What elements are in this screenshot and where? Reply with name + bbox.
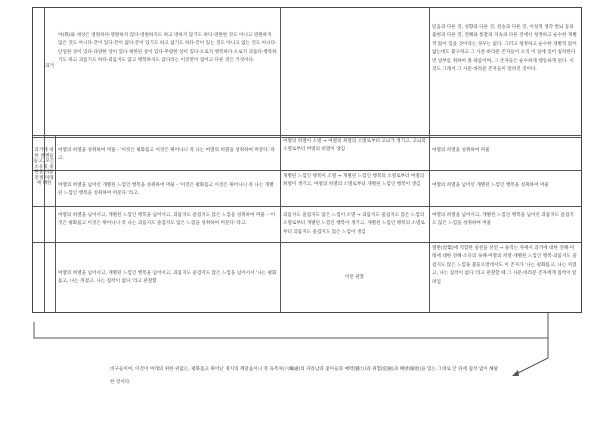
cell-r1-c1: 여열의 희열을 성취하여 머물 - '이것은 평화롭고 이것은 뛰어나니 즉 나는 여열의 희열을 성취하여 머문다.'라고. bbox=[58, 148, 275, 162]
comparison-table bbox=[32, 7, 582, 313]
cell-r2-c3: 여열의 희열을 넘어선 개별된 느낌인 행복을 성취하여 머물 bbox=[432, 183, 549, 188]
cell-r4-c1: 여열의 희열을 넘어서고, 개별된 느낌인 행복을 넘어서고, 괴롭지도 즐겁지도 않은 느낌을 넘어서서 '나는 평화롭고, 나는 꺼졌고, 나는 집착이 없다.'라고 관찰함 bbox=[58, 271, 277, 285]
cell-r1-c2: 여열의 희열이 소멸 → 여열의 희열의 소멸로부터 고뇌가 생기고, 고뇌의 소멸로부터 여열의 희열이 생김 bbox=[283, 139, 426, 153]
cell-r0-c1: 아(我)와 세상은 영원하다·영원하지 않다·영원하지도 하고 영하지 않기도 하다·영원한 것도 아니고 영원하지 않은 것도 아니다·끝이 있다·끝이 없다·끝이 있기도 하고 없기도 하다·끝이 있는 것도 아니고 없는 것도 아니다·단일한 상이 있다·다양한 상이 있다·제한된 상이 있다·무량한 상이 있다·오로지 행복하다·오로지 괴롭다·행복하기도 하고 괴롭기도 하다·괴롭지도 않고 행복하지도 않다라는 이것만이 참이고 다른 것은 거짓이다. bbox=[58, 33, 277, 64]
cell-r4-c2: 이런 관찰 bbox=[344, 274, 365, 280]
cell-r3-c1: 여열의 희열을 넘어서고, 개별된 느낌인 행복을 넘어서고, 괴롭지도 즐겁지도 않은 느낌을 성취하여 머물 - '이것은 평화롭고 이것은 뛰어나니 즉 나는 괴롭지도 즐겁지도 않은 느낌을 성취하여 머문다.'라고. bbox=[58, 213, 276, 227]
cell-r2-c2: 개별된 느낌인 행복이 소멸 → 개별된 느낌인 행복의 소멸로부터 여열의 희열이 생기고, 여열의 희열의 소멸로부터 개별된 느낌인 행복이 생김 bbox=[283, 174, 425, 188]
cell-r0-c3: 믿음과 다른 것, 성향과 다른 것, 전승과 다른 것, 이성적 생각 번뇌 등의 출현과 다른 것, 견해와 통찰의 지속과 다른 것에서 청정하고 순수한 개별적 앎이 있을 것이라는 경우는 없다. 그러고 청정하고 순수한 개별적 앎이 없는데도 붙구하고 그 사문·바라문 존자들이 오직 이 일에 있어 집착한다면 일부를 취하여 볼 따름이며, 그 존자들은 순수하게 행동하게 된다. 이것도 그래서 그 사문·바라문 존자들이 알려진 것이다. bbox=[432, 25, 577, 73]
cell-r3-c2: 괴롭지도 즐겁지도 않은 느낌이 소멸 → 괴롭지도 즐겁지도 않은 느낌의 소멸로부터 개별된 느낌인 행복이 생기고, 개별된 느낌인 행복의 소멸로부터 괴롭지도 즐겁지도 않은 느낌이 생김 bbox=[283, 213, 425, 235]
summary-text: 비구들이여, 이것이 여래의 위한 위없는, 평화롭고 뛰어난 경지의 깨달음이니 즉 육촉처(六觸處)의 자라남과 좋아들과 매력(魅力)과 위험(危險)과 해방(解放)을 있는 그대로 안 뒤에 집착 없이 해탈한 것이다. bbox=[110, 367, 499, 385]
row-label-future: 과거에 대한 전쟁을 놓고, 모든 소유의 축원을 비틀 전쟁 미래에 대한 bbox=[33, 148, 55, 186]
cell-r3-c3: 여열의 희열을 넘어서고, 개별된 느낌인 행복을 넘어선 괴롭지도 즐겁지도 않은 느낌을 성취하여 머물 bbox=[432, 213, 574, 227]
cell-r1-c3: 여열의 희열을 성취하여 머물 bbox=[432, 148, 490, 153]
row-label-past: 과거 bbox=[45, 64, 54, 69]
cell-r4-c3: 열반(涅槃)에 적합한 실천을 선언 → 솔직는 자에서 과거에 대한 견해·미래에 대한 견해·소유의 속해·여열의 희열·개별된 느낌인 행복·괴롭지도 즐겁지도 않은 느낌을 불들으면데서도 이 존자가 '나는 평화롭고, 나는 꺼졌고, 나는 집착이 없다.'라고 관찰할 때 그 사문·바라문 존자에게 집착이 알려짐 bbox=[432, 246, 577, 285]
cell-r2-c1: 여열의 희열을 넘어선 개별된 느낌인 행복을 성취하여 머물 - '이것은 평화롭고 이것은 뛰어나니 즉 나는 개별된 느낌인 행복을 성취하여 머문다.'라고. bbox=[58, 183, 274, 197]
row-divider bbox=[33, 206, 581, 207]
cell-r0-c2 bbox=[280, 8, 429, 135]
